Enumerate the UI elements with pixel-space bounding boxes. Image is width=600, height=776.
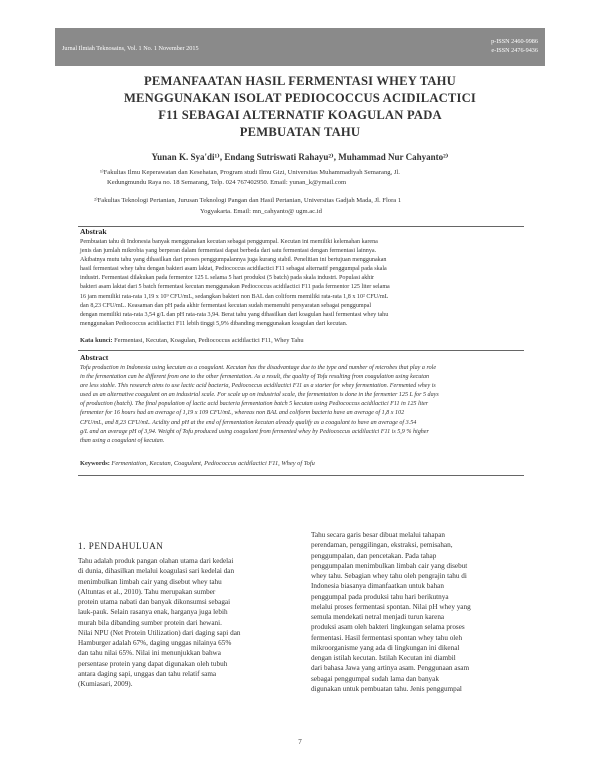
paper-title-line: PEMANFAATAN HASIL FERMENTASI WHEY TAHU xyxy=(144,74,456,88)
body-line: Tahu secara garis besar dibuat melalui tahapan xyxy=(311,531,446,539)
paper-title-line: MENGGUNAKAN ISOLAT PEDIOCOCCUS ACIDILACTICI xyxy=(123,91,477,105)
affiliation-2-line: ²⁾Fakultas Teknologi Pertanian, Jurusan Teknologi Pangan dan Hasil Pertanian, Universitas Gadjah Mada, Jl. Flora 1 xyxy=(94,197,402,204)
keywords xyxy=(80,460,522,467)
body-line: penggumpalan, dan pencetakan. Pada tahap xyxy=(311,551,437,560)
abstract-line: fermenter for 16 hours had an average of 1,19 x 109 CFU/mL, whereas non BAL and coliform bacteria have an average of 1,8 x 102 xyxy=(80,410,405,417)
body-line: melalui proses fermentasi spontan. Nilai pH whey yang xyxy=(311,602,471,611)
body-line: menimbulkan limbah cair yang disebut whey tahu xyxy=(78,577,222,586)
affiliation-1-line: ¹⁾Fakultas Ilmu Keperawatan dan Kesehatan, Program studi Ilmu Gizi, Universitas Muhammadiyah Semarang, Jl. xyxy=(100,169,400,176)
abstrak-line: menggunakan Pediococcus acidilactici F11 lebih tinggi 5,9% dibanding menggunakan koagulan dari kecutan. xyxy=(80,320,348,327)
affiliation-1-line: Kedungmundu Raya no. 18 Semarang, Telp. 024 767402950. Email: yunan_k@ymail.com xyxy=(107,179,347,186)
abstrak-body xyxy=(80,238,522,329)
abstract-line: are less stable. This research aims to use lactic acid bacteria, Pediococcus acidilactici F11 as a starter for whey fermentation. Fermented whey is xyxy=(80,383,436,390)
abstrak-line: dengan memiliki rata-rata 3,54 g/L dan pH rata-rata 3,94. Berat tahu yang dihasilkan dari koagulan hasil fermentasi whey tahu xyxy=(80,311,389,318)
body-line: antara daging sapi, unggas dan tahu relatif sama xyxy=(78,669,217,678)
kata-kunci xyxy=(80,337,522,344)
body-line: digunakan untuk pembuatan tahu. Jenis penggumpal xyxy=(311,684,462,693)
body-line: Nilai NPU (Net Protein Utilization) dari daging sapi dan xyxy=(78,628,241,637)
body-line: semula mendekati netral menjadi turun karena xyxy=(311,613,445,621)
body-line: Hamburger adalah 67%, daging unggas nilainya 65% xyxy=(78,639,232,647)
divider xyxy=(78,226,524,227)
eissn: e-ISSN 2476-9436 xyxy=(491,47,538,54)
paper-title-line: PEMBUATAN TAHU xyxy=(239,125,361,139)
abstract-line: in the fermentation can be different from one to the other fermentation. As a result, the quality of Tofu resulting from coagulation using kecutan xyxy=(80,374,430,381)
abstrak-line: jenis dan jumlah mikrobia yang berperan dalam fermentasi dapat berbeda dari satu fermentasi dengan fermentasi lainnya. xyxy=(80,248,377,255)
body-line: penggumpalan menimbulkan limbah cair yang disebut xyxy=(311,561,468,570)
body-line: fermentasi. Hasil fermentasi spontan whey tahu oleh xyxy=(311,633,463,642)
left-column-text xyxy=(78,556,304,689)
abstrak-line: dan 8,23 CFU/mL. Keasaman dan pH pada akhir fermentasi kecutan sudah memenuhi persyaratan sebagai penggumpal xyxy=(80,302,372,309)
body-line: Tahu adalah produk pangan olahan utama dari kedelai xyxy=(78,557,234,565)
abstrak-line: industri. Fermentasi dilakukan pada fermentor 125 L selama 5 hari produksi (5 batch) pada skala industri. Populasi akhir xyxy=(80,275,375,282)
abstrak-line: Pembuatan tahu di Indonesia banyak menggunakan kecutan sebagai penggumpal. Kecutan ini memiliki kelemahan karena xyxy=(80,239,378,245)
abstrak-heading: Abstrak xyxy=(80,227,107,236)
kata-kunci-values: Fermentasi, Kecutan, Koagulan, Pediococcus acidilactici F11, Whey Tahu xyxy=(112,337,304,344)
paper-title-line: F11 SEBAGAI ALTERNATIF KOAGULAN PADA xyxy=(158,108,442,122)
journal-citation: Jurnal Ilmiah Teknosains, Vol. 1 No. 1 November 2015 xyxy=(62,45,199,52)
body-line: (Kumiasari, 2009). xyxy=(78,680,133,688)
right-column-text xyxy=(311,530,525,694)
abstract-line: Tofu production in Indonesia using kecutan as a coagulant. Kecutan has the disadvantage due to the type and number of microbes that play a role xyxy=(80,365,437,371)
page-number: 7 xyxy=(298,738,302,746)
body-line: dengan istilah kecutan. Istilah Kecutan ini diambil xyxy=(311,654,456,662)
abstrak-line: Akibatnya mutu tahu yang dihasilkan dari proses penggumpalannya juga kurang stabil. Penelitian ini bertujuan menggunakan xyxy=(80,257,387,264)
abstract-body xyxy=(80,364,522,446)
body-line: protein utama nabati dan banyak dikonsumsi sebagai xyxy=(78,598,231,606)
abstrak-line: bakteri asam laktat dari 5 batch fermentasi kecutan menggunakan Pediococcus acidilactici F11 pada fermentor 125 liter selama xyxy=(80,284,390,291)
body-line: penggumpal pada produksi tahu hari berikutnya xyxy=(311,592,449,601)
body-line: (Altuntas et al., 2010). Tahu merupakan sumber xyxy=(78,587,216,596)
body-line: perendaman, penggilingan, ekstraksi, pemisahan, xyxy=(311,541,453,550)
keywords-values: Fermentation, Kecutan, Coagulant, Pediococcus acidilactici F11, Whey of Tofu xyxy=(109,460,315,467)
abstrak-line: 16 jam memiliki rata-rata 1,19 x 10⁹ CFU/mL, sedangkan bakteri non BAL dan coliform memiliki rata-rata 1,8 x 10² CFU/mL xyxy=(80,293,389,300)
keywords-label: Keywords: xyxy=(80,460,110,467)
section-heading: 1. PENDAHULUAN xyxy=(78,541,164,551)
body-line: murah bila dibanding sumber protein dari hewani. xyxy=(78,618,222,627)
pissn: p-ISSN 2460-9986 xyxy=(491,38,538,45)
abstract-line: of production (batch). The final population of lactic acid bacteria fermentation batch 5 kecutan using Pediococcus acidilactici F11 in 125 liter xyxy=(80,401,429,408)
body-line: mikroorganisme yang ada di lingkungan ini dikenal xyxy=(311,643,460,652)
body-line: dan tahu nilai 65%. Nilai ini menunjukkan bahwa xyxy=(78,649,221,658)
abstrak-line: hasil fermentasi whey tahu dengan bakteri asam laktat, Pediococcus acidilactici F11 sebagai alternatif penggumpal pada skala xyxy=(80,266,387,273)
abstract-line: CFU/mL, and 8,23 CFU/mL. Acidity and pH at the end of fermentation kecutan already qualify as a coagulant to have an average of 3.54 xyxy=(80,419,417,426)
abstract-line: than using a coagulant of kecutan. xyxy=(80,437,165,444)
body-line: sebagai penggumpal sudah lama dan banyak xyxy=(311,674,439,683)
body-line: whey tahu. Sebagian whey tahu oleh pengrajin tahu di xyxy=(311,572,467,580)
body-line: dari bahasa Jawa yang artinya asam. Penggunaan asam xyxy=(311,664,470,673)
body-line: Indonesia biasanya dimanfaatkan untuk bahan xyxy=(311,582,444,591)
abstract-line: g/L and an average pH of 3,94. Weight of Tofu produced using coagulant from fermented whey by Pediococcus acidilactici F11 is 5,9 % higher xyxy=(80,428,429,435)
body-line: produksi asam oleh bakteri lingkungan selama proses xyxy=(311,623,465,632)
abstract-line: used as an alternative coagulant on an industrial scale. For scale up on industrial scale, the fermentation is done in the fermenter 125 L for 5 days xyxy=(80,392,439,399)
body-line: lauk-pauk. Selain rasanya enak, harganya juga lebih xyxy=(78,608,228,617)
body-line: di dunia, dihasilkan melalui koagulasi sari kedelai dan xyxy=(78,567,235,576)
affiliation-2-line: Yogyakarta. Email: mn_cahyanto@ ugm.ac.id xyxy=(200,208,322,215)
body-line: persentase protein yang dapat digunakan oleh tubuh xyxy=(78,659,228,668)
kata-kunci-label: Kata kunci: xyxy=(80,337,113,344)
divider xyxy=(78,350,524,351)
abstract-heading: Abstract xyxy=(80,353,109,362)
divider xyxy=(78,475,524,476)
author-list: Yunan K. Sya'di¹⁾, Endang Sutriswati Rahayu²⁾, Muhammad Nur Cahyanto²⁾ xyxy=(151,152,449,162)
